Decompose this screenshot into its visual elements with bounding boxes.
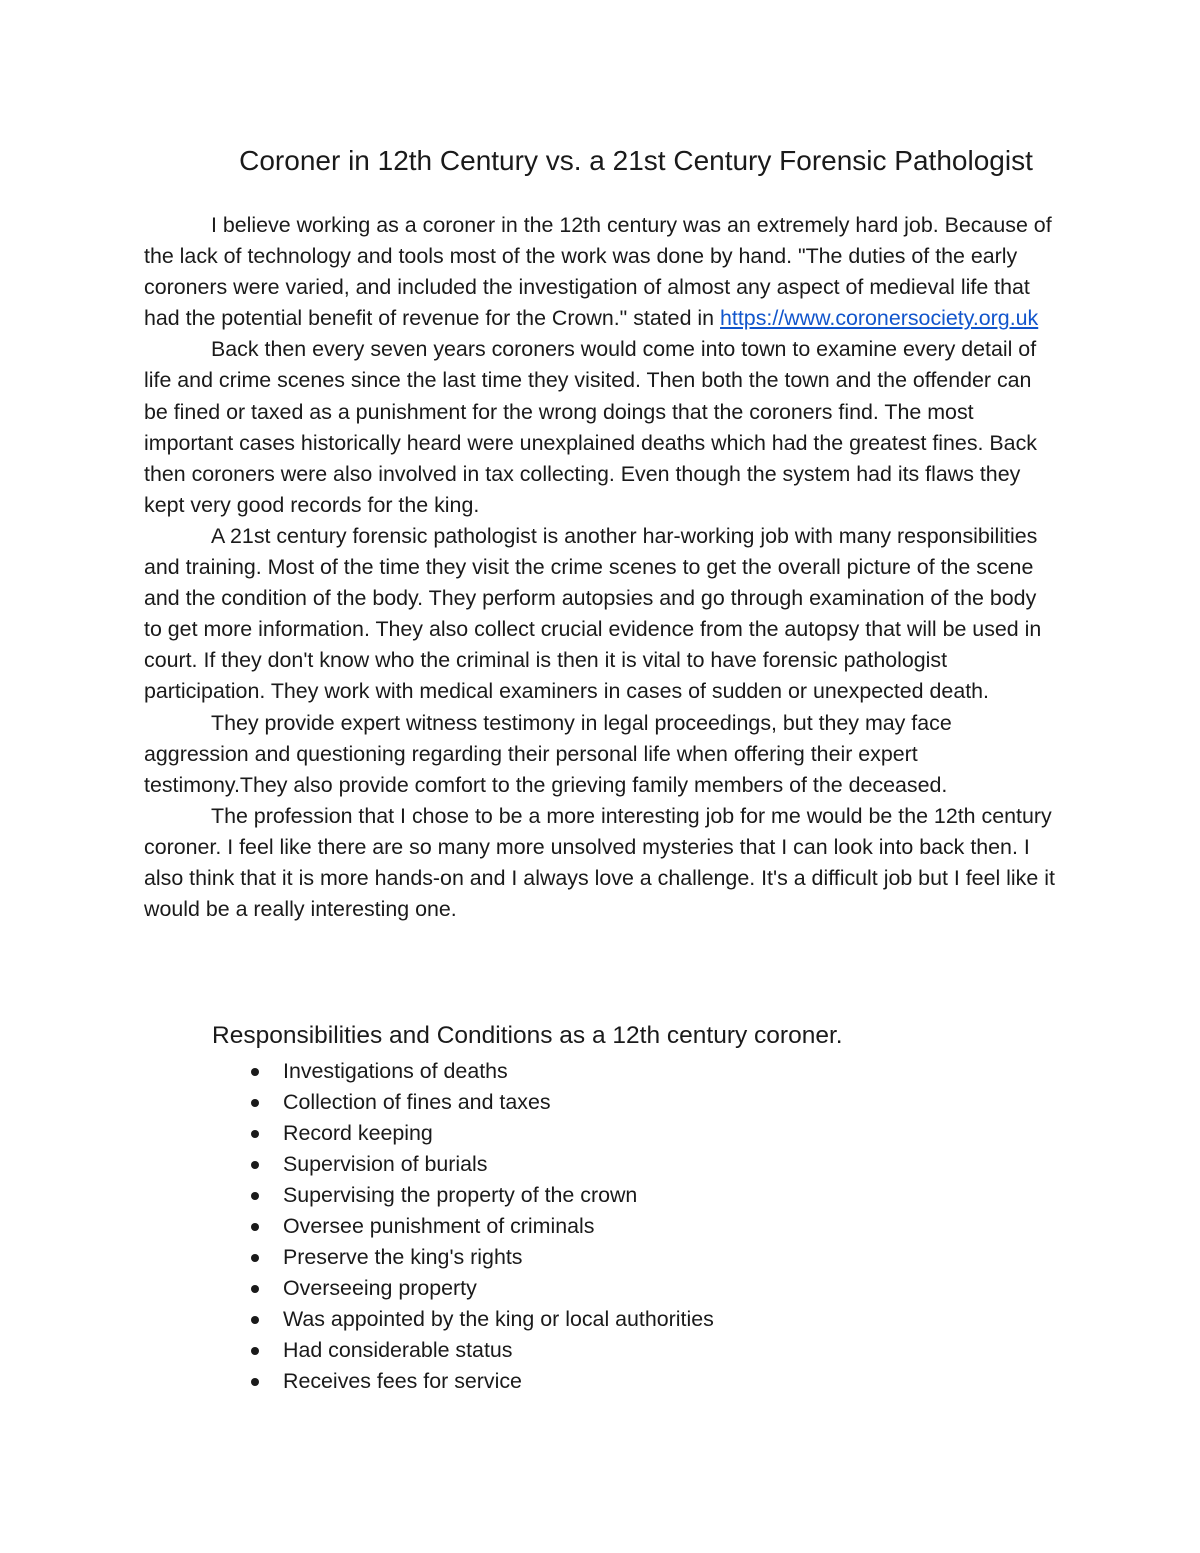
list-item: Oversee punishment of criminals [244, 1211, 714, 1242]
section-heading: Responsibilities and Conditions as a 12th century coroner. [212, 1022, 843, 1049]
list-item: Collection of fines and taxes [244, 1087, 714, 1118]
bullet-icon [251, 1068, 259, 1076]
list-item: Record keeping [244, 1118, 714, 1149]
paragraph-5: The profession that I chose to be a more interesting job for me would be the 12th century coroner. I feel like there are so many more unsolved mysteries that I can look into back then. I also think that it is more hands-on and I always love a challenge. It's a difficult job but I feel like it would be a really interesting one. [144, 803, 1055, 922]
bullet-icon [251, 1161, 259, 1169]
bullet-icon [251, 1192, 259, 1200]
list-item: Supervision of burials [244, 1149, 714, 1180]
paragraph-1-text: I believe working as a coroner in the 12th century was an extremely hard job. Because of the lack of technology and tools most of the work was done by hand. "The duties of the early coroners were varied, and included the investigation of almost any aspect of medieval life that had the potential benefit of revenue for the Crown." stated in [144, 213, 1052, 331]
list-item: Overseeing property [244, 1273, 714, 1304]
paragraph-4: They provide expert witness testimony in legal proceedings, but they may face aggression and questioning regarding their personal life when offering their expert testimony.They also provide comfort to the grieving family members of the deceased. [144, 710, 952, 797]
coroner-society-link[interactable]: https://www.coronersociety.org.uk [720, 306, 1039, 331]
list-item: Had considerable status [244, 1335, 714, 1366]
bullet-icon [251, 1254, 259, 1262]
document-body [144, 210, 1056, 925]
paragraph-2: Back then every seven years coroners would come into town to examine every detail of life and crime scenes since the last time they visited. Then both the town and the offender can be fined or taxed as a punishment for the wrong doings that the coroners find. The most important cases historically heard were unexplained deaths which had the greatest fines. Back then coroners were also involved in tax collecting. Even though the system had its flaws they kept very good records for the king. [144, 337, 1037, 517]
bullet-icon [251, 1285, 259, 1293]
bullet-icon [251, 1130, 259, 1138]
responsibilities-list [244, 1056, 714, 1397]
list-item: Investigations of deaths [244, 1056, 714, 1087]
list-item: Receives fees for service [244, 1366, 714, 1397]
list-item: Supervising the property of the crown [244, 1180, 714, 1211]
paragraph-1 [144, 210, 1056, 334]
list-item: Was appointed by the king or local authorities [244, 1304, 714, 1335]
bullet-icon [251, 1378, 259, 1386]
bullet-icon [251, 1347, 259, 1355]
document-title: Coroner in 12th Century vs. a 21st Century Forensic Pathologist [239, 145, 1033, 176]
bullet-icon [251, 1223, 259, 1231]
bullet-icon [251, 1099, 259, 1107]
list-item: Preserve the king's rights [244, 1242, 714, 1273]
paragraph-3: A 21st century forensic pathologist is another har-working job with many responsibilities and training. Most of the time they visit the crime scenes to get the overall picture of the scene and the condition of the body. They perform autopsies and go through examination of the body to get more information. They also collect crucial evidence from the autopsy that will be used in court. If they don't know who the criminal is then it is vital to have forensic pathologist participation. They work with medical examiners in cases of sudden or unexpected death. [144, 523, 1042, 704]
bullet-icon [251, 1316, 259, 1324]
